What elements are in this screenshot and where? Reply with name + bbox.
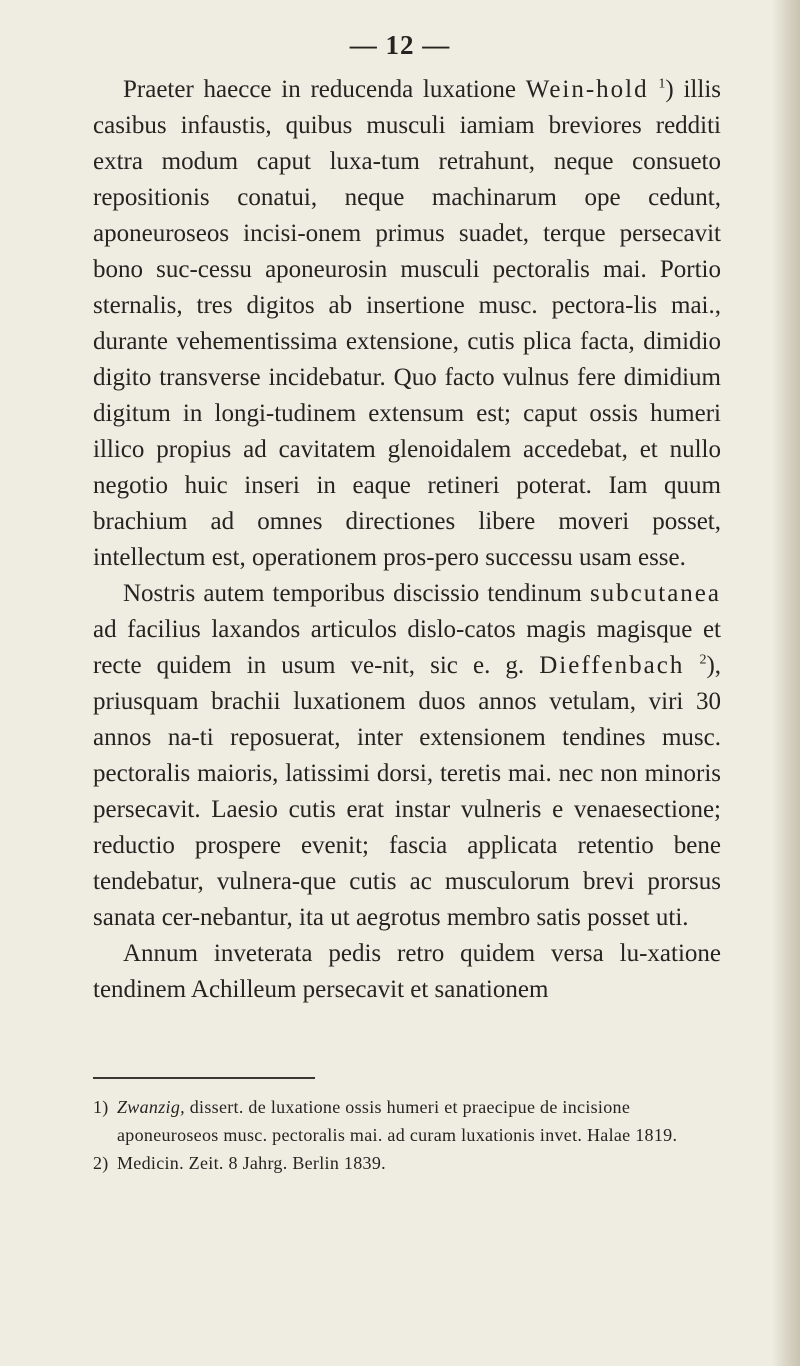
paragraph-2 xyxy=(93,576,721,936)
footnote-1-body: dissert. de luxatione ossis humeri et praecipue de incisione aponeuroseos musc. pectoralis mai. ad curam luxationis invet. Halae 1819. xyxy=(117,1097,678,1145)
main-text xyxy=(93,72,721,1008)
paragraph-2-text-start: Nostris autem temporibus discissio tendinum xyxy=(123,580,590,607)
page-number: — 12 — xyxy=(349,30,451,60)
footnote-ref-2: 2 xyxy=(699,652,707,668)
page-edge-shadow xyxy=(772,0,800,1366)
footnote-2 xyxy=(93,1149,733,1177)
footnote-2-number: 2) xyxy=(93,1153,109,1173)
paragraph-2-text-rest: ), priusquam brachii luxationem duos annos vetulam, viri 30 annos na-ti reposuerat, inter extensionem tendines musc. pectoralis maioris, latissimi dorsi, teretis mai. nec non minoris persecavit. Laesio cutis erat instar vulneris e venaesectione; reductio prospere evenit; fascia applicata retentio bene tendebatur, vulnera-que cutis ac musculorum brevi prorsus sanata cer-nebantur, ita ut aegrotus membro satis posset uti. xyxy=(93,652,722,931)
paragraph-1 xyxy=(93,72,721,576)
footnote-1 xyxy=(93,1093,733,1149)
footnotes xyxy=(93,1093,733,1177)
paragraph-3 xyxy=(93,936,721,1008)
author-name-weinhold: Wein-hold xyxy=(525,76,649,103)
term-subcutanea: subcutanea xyxy=(589,580,721,607)
footnote-ref-1: 1 xyxy=(658,76,666,92)
footnote-2-body: Medicin. Zeit. 8 Jahrg. Berlin 1839. xyxy=(117,1153,386,1173)
footnote-2-text xyxy=(117,1149,733,1177)
paragraph-1-text-start: Praeter haecce in reducenda luxatione xyxy=(123,76,526,103)
footnote-1-number: 1) xyxy=(93,1097,109,1117)
paragraph-3-text: Annum inveterata pedis retro quidem versa lu-xatione tendinem Achilleum persecavit et sanationem xyxy=(93,940,721,1003)
footnote-1-author: Zwanzig, xyxy=(117,1097,185,1117)
footnote-divider xyxy=(93,1077,315,1079)
footnote-1-text xyxy=(117,1093,733,1149)
paragraph-2-text-middle: ad facilius laxandos articulos dislo-catos magis magisque et recte quidem in usum ve-nit, sic e. g. xyxy=(93,616,721,679)
author-name-dieffenbach: Dieffenbach xyxy=(539,652,685,679)
paragraph-1-text-rest: ) illis casibus infaustis, quibus musculi iamiam breviores redditi extra modum caput luxa-tum retrahunt, neque consueto repositionis conatui, neque machinarum ope cedunt, aponeuroseos incisi-onem primus suadet, terque persecavit bono suc-cessu aponeurosin musculi pectoralis mai. Portio sternalis, tres digitos ab insertione musc. pectora-lis mai., durante vehementissima extensione, cutis plica facta, dimidio digito transverse incidebatur. Quo facto vulnus fere dimidium digitum in longi-tudinem extensum est; caput ossis humeri illico propius ad cavitatem glenoidalem accedebat, et nullo negotio huic inseri in eaque retineri poterat. Iam quum brachium ad omnes directiones libere moveri posset, intellectum est, operationem pros-pero successu usam esse. xyxy=(93,76,721,571)
